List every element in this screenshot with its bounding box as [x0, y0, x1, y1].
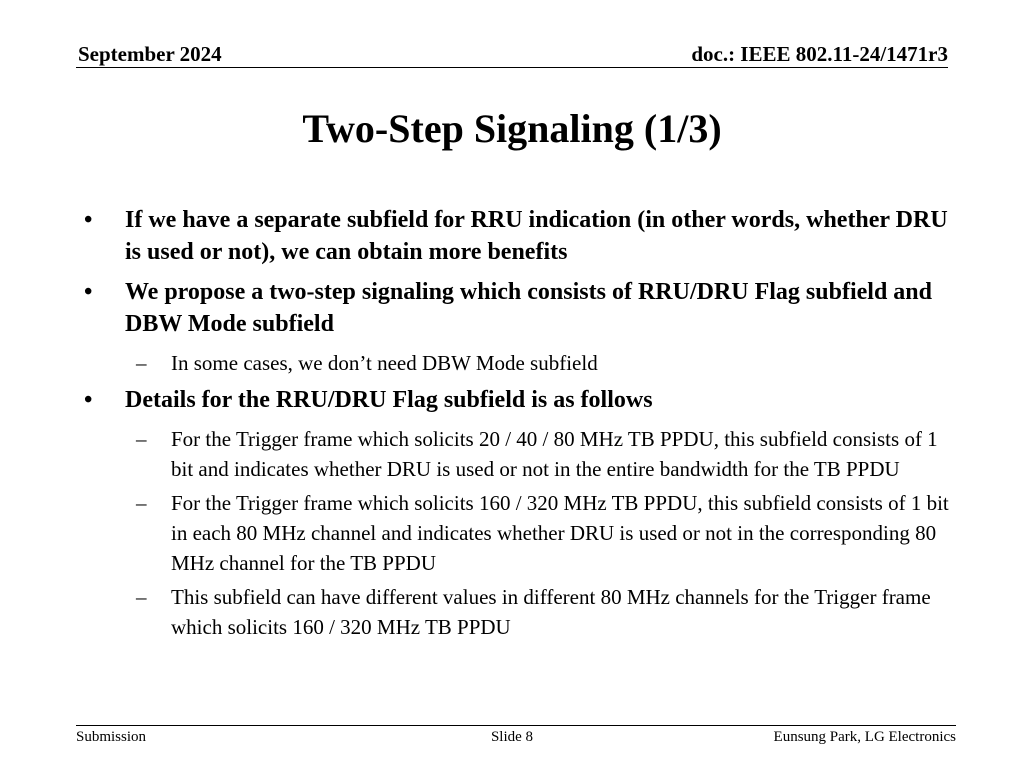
bullet-marker: • [84, 387, 93, 413]
bullet-item [84, 384, 954, 416]
footer-submission: Submission [76, 729, 147, 745]
slide-body [84, 204, 954, 646]
sub-bullet-text: For the Trigger frame which solicits 160 / 320 MHz TB PPDU, this subfield consists of 1 bit in each 80 MHz channel and indicates whether DRU is used or not in the corresponding 80 MHz channel for the TB PPDU [171, 491, 949, 575]
bullet-text: We propose a two-step signaling which consists of RRU/DRU Flag subfield and DBW Mode subfield [125, 279, 932, 337]
bullet-text: Details for the RRU/DRU Flag subfield is as follows [125, 387, 653, 413]
header-divider [76, 67, 948, 68]
sub-bullet-item [84, 488, 954, 578]
sub-bullet-item [84, 348, 954, 378]
sub-bullet-item [84, 424, 954, 484]
bullet-item [84, 276, 954, 340]
footer-divider [76, 725, 956, 726]
footer-author: Eunsung Park, LG Electronics [773, 729, 956, 745]
sub-bullet-item [84, 582, 954, 642]
header-doc-number: doc.: IEEE 802.11-24/1471r3 [691, 42, 948, 66]
dash-marker: – [136, 351, 147, 375]
bullet-item [84, 204, 954, 268]
sub-bullet-text: For the Trigger frame which solicits 20 / 40 / 80 MHz TB PPDU, this subfield consists of 1 bit and indicates whether DRU is used or not in the entire bandwidth for the TB PPDU [171, 427, 938, 481]
dash-marker: – [136, 491, 147, 515]
bullet-text: If we have a separate subfield for RRU indication (in other words, whether DRU is used or not), we can obtain more benefits [125, 207, 948, 265]
sub-bullet-text: In some cases, we don’t need DBW Mode subfield [171, 351, 598, 375]
bullet-marker: • [84, 207, 93, 233]
dash-marker: – [136, 427, 147, 451]
bullet-marker: • [84, 279, 93, 305]
dash-marker: – [136, 585, 147, 609]
header-date: September 2024 [78, 42, 222, 66]
slide-title: Two-Step Signaling (1/3) [302, 106, 722, 151]
footer-slide-number: Slide 8 [490, 729, 534, 745]
sub-bullet-text: This subfield can have different values in different 80 MHz channels for the Trigger frame which solicits 160 / 320 MHz TB PPDU [171, 585, 931, 639]
